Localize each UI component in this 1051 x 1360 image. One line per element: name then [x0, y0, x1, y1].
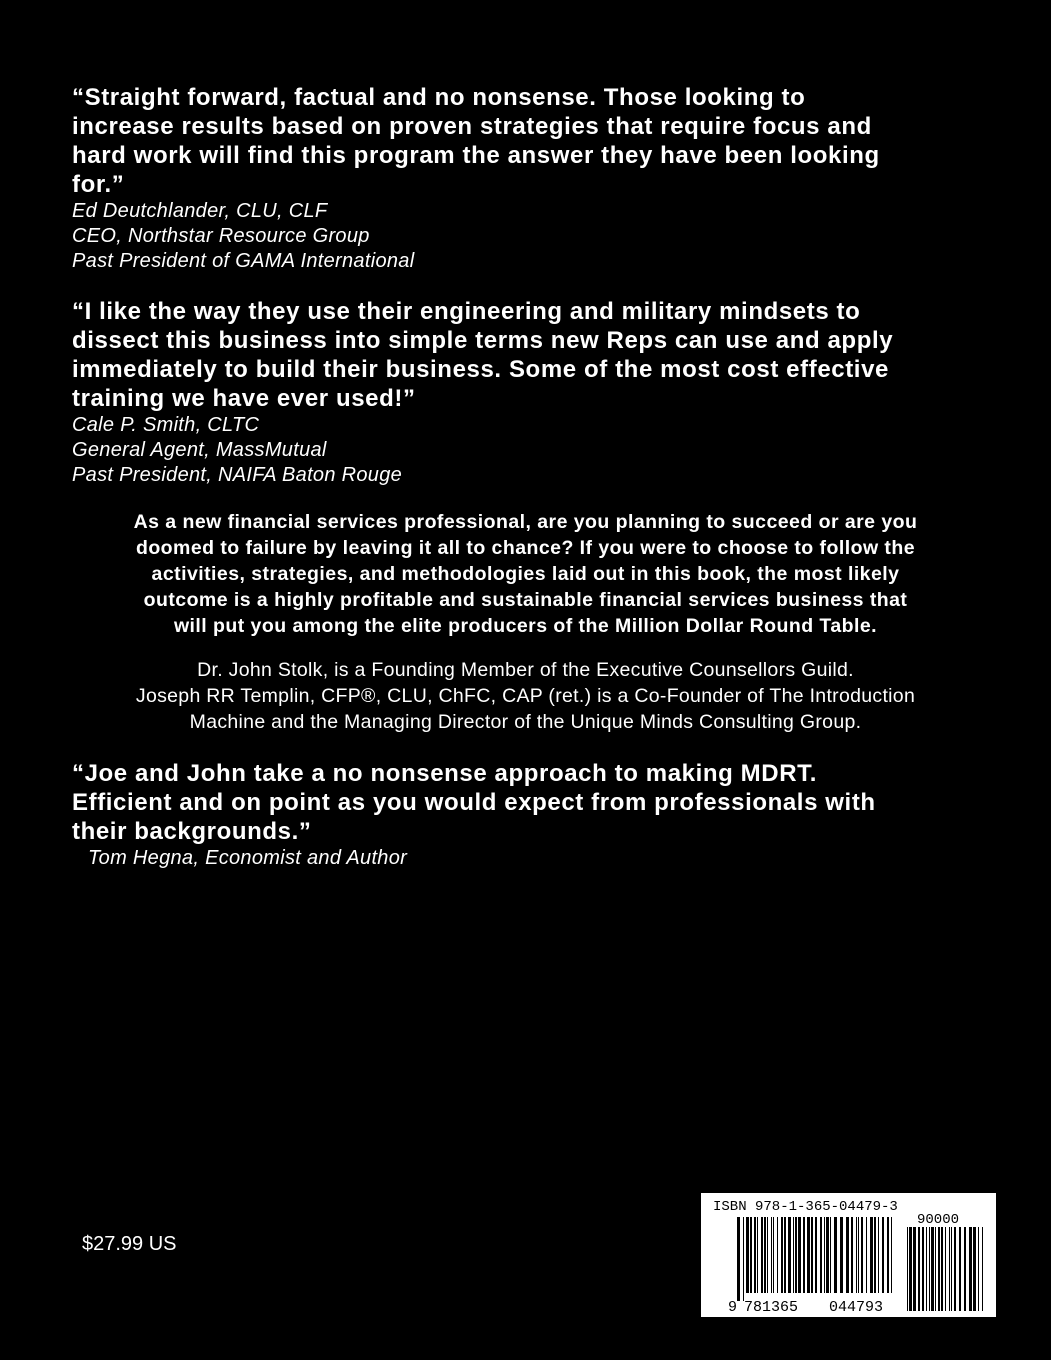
quote-line: dissect this business into simple terms new Reps can use and apply — [72, 327, 894, 354]
barcode-bars-main — [737, 1217, 892, 1301]
quote-line: increase results based on proven strategies that require focus and — [72, 113, 872, 140]
barcode-bar — [826, 1217, 829, 1293]
barcode-bar — [815, 1217, 817, 1293]
barcode-bar — [784, 1217, 786, 1293]
barcode-bar — [878, 1217, 879, 1293]
barcode-bar — [777, 1217, 778, 1293]
isbn-label: ISBN 978-1-365-04479-3 — [713, 1199, 898, 1215]
description-line: doomed to failure by leaving it all to chance? If you were to choose to follow the — [135, 537, 916, 559]
barcode-bar — [949, 1227, 950, 1311]
barcode-bar — [856, 1217, 857, 1293]
author-bio-line: Dr. John Stolk, is a Founding Member of the Executive Counsellors Guild. — [197, 659, 854, 681]
barcode-bar — [750, 1217, 752, 1293]
barcode-bar — [757, 1217, 758, 1293]
barcode-bar — [866, 1217, 867, 1293]
barcode-bar — [834, 1217, 837, 1293]
barcode-bar — [761, 1217, 763, 1293]
barcode-bar — [954, 1227, 956, 1311]
barcode-bar — [926, 1227, 927, 1311]
barcode-bar — [820, 1217, 822, 1293]
quote-line: for.” — [72, 171, 125, 198]
barcode-bar — [913, 1227, 916, 1311]
barcode-bar — [830, 1217, 831, 1293]
barcode-bar — [931, 1227, 934, 1311]
barcode-bar — [982, 1227, 983, 1311]
attribution-line: CEO, Northstar Resource Group — [72, 225, 370, 247]
barcode-bar — [945, 1227, 946, 1311]
quote-line: hard work will find this program the answer they have been looking — [72, 142, 880, 169]
description-line: As a new financial services professional, are you planning to succeed or are you — [133, 511, 918, 533]
barcode-bar — [846, 1217, 849, 1293]
barcode-bar — [811, 1217, 813, 1293]
barcode-bars-addon — [907, 1227, 983, 1311]
description-line: activities, strategies, and methodologies laid out in this book, the most likely — [151, 563, 900, 585]
quote-line: training we have ever used!” — [72, 385, 416, 412]
barcode-bar — [803, 1217, 805, 1293]
testimonial-3-quote — [72, 759, 972, 846]
barcode-bar — [788, 1217, 791, 1293]
barcode-bar — [964, 1227, 966, 1311]
barcode-bar — [764, 1217, 766, 1293]
testimonial-1-quote — [72, 83, 972, 199]
barcode-bar — [737, 1217, 740, 1301]
barcode-bar — [743, 1217, 744, 1301]
barcode-digits-left: 781365 — [744, 1299, 799, 1316]
barcode-bar — [918, 1227, 920, 1311]
barcode-bar — [746, 1217, 749, 1293]
barcode-bar — [840, 1217, 843, 1293]
barcode-bar — [973, 1227, 976, 1311]
barcode-bar — [887, 1217, 889, 1293]
testimonial-1 — [72, 83, 972, 274]
barcode-bar — [861, 1217, 863, 1293]
barcode-bar — [969, 1227, 972, 1311]
attribution-line: Past President of GAMA International — [72, 250, 415, 272]
barcode-graphic — [701, 1193, 996, 1317]
quote-line: their backgrounds.” — [72, 818, 312, 845]
attribution-line: Tom Hegna, Economist and Author — [88, 847, 408, 869]
quote-line: Efficient and on point as you would expect from professionals with — [72, 789, 876, 816]
quote-line: “Joe and John take a no nonsense approach to making MDRT. — [72, 760, 817, 787]
barcode-bar — [929, 1227, 930, 1311]
testimonial-3 — [72, 759, 972, 871]
quote-line: “Straight forward, factual and no nonsense. Those looking to — [72, 84, 806, 111]
barcode-bar — [795, 1217, 797, 1293]
barcode-bar — [858, 1217, 859, 1293]
author-bio-line: Joseph RR Templin, CFP®, CLU, ChFC, CAP (ret.) is a Co-Founder of The Introduction — [135, 685, 916, 707]
barcode-bar — [793, 1217, 794, 1293]
barcode-digit-first: 9 — [728, 1299, 738, 1316]
quote-line: “I like the way they use their engineering and military mindsets to — [72, 298, 861, 325]
author-bios — [40, 657, 1011, 735]
book-description — [40, 509, 1011, 639]
testimonial-1-attribution — [72, 199, 972, 274]
barcode-bar — [922, 1227, 924, 1311]
barcode-bar — [874, 1217, 876, 1293]
barcode-bar — [807, 1217, 810, 1293]
barcode-bar — [978, 1227, 979, 1311]
barcode-bar — [870, 1217, 873, 1293]
barcode-bar — [851, 1217, 853, 1293]
isbn-barcode — [701, 1193, 996, 1317]
barcode-bar — [771, 1217, 772, 1293]
barcode-bar — [941, 1227, 943, 1311]
attribution-line: General Agent, MassMutual — [72, 439, 327, 461]
barcode-bar — [824, 1217, 825, 1293]
author-bio-line: Machine and the Managing Director of the Unique Minds Consulting Group. — [189, 711, 862, 733]
barcode-bar — [938, 1227, 940, 1311]
barcode-bar — [767, 1217, 768, 1293]
barcode-bar — [798, 1217, 801, 1293]
barcode-bar — [781, 1217, 783, 1293]
barcode-bar — [935, 1227, 936, 1311]
barcode-bar — [754, 1217, 756, 1293]
barcode-bar — [773, 1217, 774, 1293]
testimonial-2-quote — [72, 297, 972, 413]
addon-price-code: 90000 — [917, 1212, 960, 1228]
price-label: $27.99 US — [82, 1233, 177, 1255]
barcode-bar — [959, 1227, 961, 1311]
attribution-line: Cale P. Smith, CLTC — [72, 414, 260, 436]
testimonial-2 — [72, 297, 972, 488]
barcode-bar — [909, 1227, 912, 1311]
description-line: outcome is a highly profitable and sustainable financial services business that — [143, 589, 908, 611]
barcode-bar — [891, 1217, 892, 1293]
barcode-bar — [882, 1217, 884, 1293]
description-line: will put you among the elite producers of the Million Dollar Round Table. — [173, 615, 878, 637]
attribution-line: Past President, NAIFA Baton Rouge — [72, 464, 403, 486]
testimonial-2-attribution — [72, 413, 972, 488]
quote-line: immediately to build their business. Some of the most cost effective — [72, 356, 889, 383]
barcode-digits-right: 044793 — [829, 1299, 884, 1316]
testimonial-3-attribution — [72, 846, 972, 871]
attribution-line: Ed Deutchlander, CLU, CLF — [72, 200, 328, 222]
barcode-bar — [951, 1227, 952, 1311]
barcode-bar — [907, 1227, 908, 1311]
